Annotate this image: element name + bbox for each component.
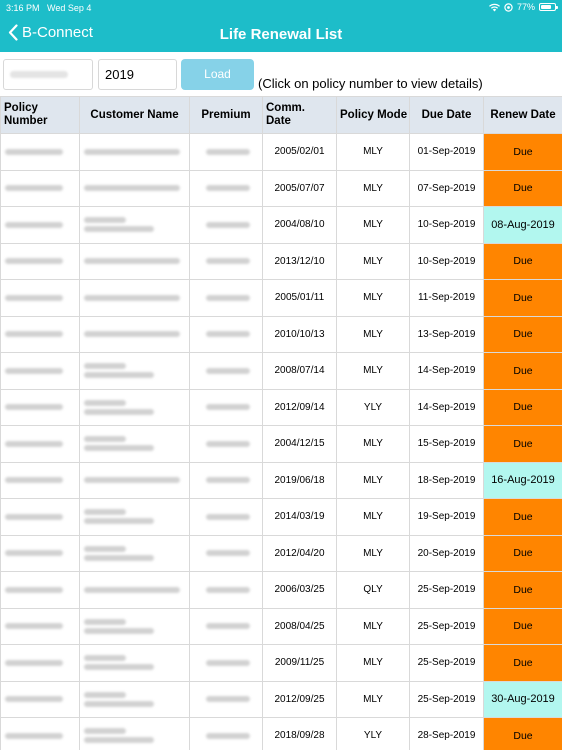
comm-date-cell: 2004/08/10 [263,207,337,244]
redacted-text [5,514,63,520]
due-date-cell: 25-Sep-2019 [410,608,484,645]
table-row [1,316,562,353]
redacted-text [206,660,250,666]
renew-date-cell: Due [484,718,562,750]
redacted-text [84,655,126,661]
policy-mode-cell: MLY [337,499,410,536]
customer-name-cell [80,499,190,536]
renew-date-cell: Due [484,645,562,682]
renew-date-cell: Due [484,243,562,280]
redacted-text [84,737,154,743]
policy-mode-cell: YLY [337,389,410,426]
redacted-text [84,692,126,698]
premium-cell [190,170,263,207]
due-date-cell: 11-Sep-2019 [410,280,484,317]
renew-date-cell: Due [484,572,562,609]
table-row [1,134,562,171]
redacted-text [84,587,180,593]
redacted-text [206,550,250,556]
redacted-text [84,185,180,191]
customer-name-cell [80,572,190,609]
policy-number-cell[interactable] [1,207,80,244]
table-row [1,280,562,317]
wifi-icon [489,3,500,12]
redacted-text [206,514,250,520]
customer-name-cell [80,243,190,280]
renew-date-cell: Due [484,134,562,171]
policy-number-cell[interactable] [1,316,80,353]
table-row [1,389,562,426]
premium-cell [190,681,263,718]
renew-date-cell: Due [484,280,562,317]
battery-percent: 77% [516,2,535,12]
redacted-text [5,295,63,301]
customer-name-cell [80,535,190,572]
redacted-text [84,409,154,415]
due-date-cell: 18-Sep-2019 [410,462,484,499]
redacted-text [206,441,250,447]
redacted-text [84,728,126,734]
redacted-text [206,222,250,228]
redacted-text [5,660,63,666]
premium-cell [190,608,263,645]
policy-number-cell[interactable] [1,462,80,499]
table-row [1,718,562,750]
comm-date-cell: 2018/09/28 [263,718,337,750]
comm-date-cell: 2008/04/25 [263,608,337,645]
col-header-comm-date: Comm. Date [263,97,337,134]
redacted-text [206,587,250,593]
renew-date-cell: 08-Aug-2019 [484,207,562,244]
policy-number-cell[interactable] [1,718,80,750]
redacted-text [5,477,63,483]
customer-name-cell [80,316,190,353]
renew-date-cell: Due [484,426,562,463]
premium-cell [190,499,263,536]
renew-date-cell: Due [484,389,562,426]
instruction-hint: (Click on policy number to view details) [258,76,483,91]
customer-name-cell [80,681,190,718]
policy-number-cell[interactable] [1,681,80,718]
redacted-text [5,404,63,410]
due-date-cell: 01-Sep-2019 [410,134,484,171]
redacted-text [84,664,154,670]
due-date-cell: 10-Sep-2019 [410,207,484,244]
comm-date-cell: 2005/07/07 [263,170,337,207]
policy-number-cell[interactable] [1,170,80,207]
policy-mode-cell: MLY [337,426,410,463]
filter-bar [0,52,562,96]
premium-cell [190,134,263,171]
table-row [1,681,562,718]
redacted-text [5,331,63,337]
table-row [1,535,562,572]
redacted-text [84,477,180,483]
redacted-text [206,185,250,191]
comm-date-cell: 2013/12/10 [263,243,337,280]
policy-number-cell[interactable] [1,608,80,645]
comm-date-cell: 2014/03/19 [263,499,337,536]
policy-number-cell[interactable] [1,134,80,171]
renew-date-cell: 16-Aug-2019 [484,462,562,499]
policy-mode-cell: MLY [337,462,410,499]
redacted-text [206,258,250,264]
redacted-text [84,295,180,301]
col-header-renew-date: Renew Date [484,97,562,134]
table-row [1,462,562,499]
customer-name-cell [80,426,190,463]
premium-cell [190,280,263,317]
redacted-text [84,546,126,552]
policy-mode-cell: MLY [337,280,410,317]
customer-name-cell [80,608,190,645]
policy-mode-cell: MLY [337,207,410,244]
due-date-cell: 10-Sep-2019 [410,243,484,280]
redacted-text [84,400,126,406]
customer-name-cell [80,207,190,244]
redacted-text [84,331,180,337]
redacted-text [84,518,154,524]
due-date-cell: 07-Sep-2019 [410,170,484,207]
col-header-policy-mode: Policy Mode [337,97,410,134]
status-time: 3:16 PM [6,3,40,13]
redacted-text [206,295,250,301]
comm-date-cell: 2005/02/01 [263,134,337,171]
renew-date-cell: Due [484,535,562,572]
col-header-policy-number: Policy Number [1,97,80,134]
customer-name-cell [80,462,190,499]
table-row [1,499,562,536]
table-row [1,426,562,463]
redacted-text [206,149,250,155]
policy-mode-cell: MLY [337,243,410,280]
comm-date-cell: 2006/03/25 [263,572,337,609]
comm-date-cell: 2019/06/18 [263,462,337,499]
branch-field[interactable] [3,59,93,90]
comm-date-cell: 2012/09/25 [263,681,337,718]
due-date-cell: 14-Sep-2019 [410,389,484,426]
nav-bar [0,16,562,52]
policy-mode-cell: MLY [337,316,410,353]
policy-number-cell[interactable] [1,280,80,317]
customer-name-cell [80,134,190,171]
table-row [1,645,562,682]
customer-name-cell [80,389,190,426]
page-title: Life Renewal List [219,26,343,43]
redacted-text [5,550,63,556]
policy-mode-cell: MLY [337,535,410,572]
policy-number-cell[interactable] [1,389,80,426]
due-date-cell: 25-Sep-2019 [410,645,484,682]
table-row [1,170,562,207]
location-icon [504,3,513,12]
policy-number-cell[interactable] [1,353,80,390]
redacted-text [84,509,126,515]
redacted-text [5,733,63,739]
renew-date-cell: Due [484,316,562,353]
col-header-premium: Premium [190,97,263,134]
redacted-branch-value [10,71,68,78]
comm-date-cell: 2012/09/14 [263,389,337,426]
renew-date-cell: Due [484,499,562,536]
redacted-text [206,404,250,410]
policy-number-cell[interactable] [1,426,80,463]
policy-mode-cell: MLY [337,170,410,207]
table-row [1,243,562,280]
comm-date-cell: 2009/11/25 [263,645,337,682]
comm-date-cell: 2010/10/13 [263,316,337,353]
customer-name-cell [80,645,190,682]
policy-mode-cell: MLY [337,645,410,682]
premium-cell [190,243,263,280]
redacted-text [5,368,63,374]
redacted-text [206,477,250,483]
premium-cell [190,572,263,609]
premium-cell [190,389,263,426]
redacted-text [84,445,154,451]
col-header-due-date: Due Date [410,97,484,134]
redacted-text [206,696,250,702]
premium-cell [190,353,263,390]
policy-mode-cell: MLY [337,681,410,718]
redacted-text [84,217,126,223]
redacted-text [84,619,126,625]
table-row [1,207,562,244]
redacted-text [5,222,63,228]
year-field[interactable]: 2019 [98,59,177,90]
redacted-text [84,701,154,707]
premium-cell [190,645,263,682]
policy-mode-cell: MLY [337,353,410,390]
renew-date-cell: Due [484,353,562,390]
customer-name-cell [80,353,190,390]
renew-date-cell: Due [484,608,562,645]
policy-number-cell[interactable] [1,645,80,682]
due-date-cell: 14-Sep-2019 [410,353,484,390]
customer-name-cell [80,280,190,317]
premium-cell [190,535,263,572]
customer-name-cell [80,170,190,207]
redacted-text [5,258,63,264]
due-date-cell: 25-Sep-2019 [410,681,484,718]
load-button[interactable]: Load [181,59,254,90]
comm-date-cell: 2004/12/15 [263,426,337,463]
policy-mode-cell: QLY [337,572,410,609]
comm-date-cell: 2005/01/11 [263,280,337,317]
policy-number-cell[interactable] [1,243,80,280]
renewal-table [0,96,562,750]
redacted-text [84,372,154,378]
redacted-text [206,331,250,337]
due-date-cell: 13-Sep-2019 [410,316,484,353]
redacted-text [5,441,63,447]
redacted-text [5,696,63,702]
premium-cell [190,316,263,353]
redacted-text [206,368,250,374]
redacted-text [84,555,154,561]
comm-date-cell: 2008/07/14 [263,353,337,390]
due-date-cell: 15-Sep-2019 [410,426,484,463]
due-date-cell: 19-Sep-2019 [410,499,484,536]
redacted-text [84,226,154,232]
due-date-cell: 20-Sep-2019 [410,535,484,572]
redacted-text [84,628,154,634]
battery-icon [539,3,556,11]
back-label: B-Connect [22,24,93,41]
redacted-text [84,436,126,442]
customer-name-cell [80,718,190,750]
redacted-text [5,623,63,629]
premium-cell [190,462,263,499]
premium-cell [190,426,263,463]
policy-number-cell[interactable] [1,499,80,536]
premium-cell [190,207,263,244]
premium-cell [190,718,263,750]
redacted-text [206,733,250,739]
renew-date-cell: 30-Aug-2019 [484,681,562,718]
status-bar [0,0,562,16]
redacted-text [84,363,126,369]
due-date-cell: 25-Sep-2019 [410,572,484,609]
table-row [1,608,562,645]
redacted-text [5,149,63,155]
col-header-customer-name: Customer Name [80,97,190,134]
redacted-text [84,149,180,155]
redacted-text [84,258,180,264]
redacted-text [206,623,250,629]
policy-mode-cell: YLY [337,718,410,750]
redacted-text [5,185,63,191]
policy-number-cell[interactable] [1,535,80,572]
renew-date-cell: Due [484,170,562,207]
table-header-row [1,97,562,134]
status-date: Wed Sep 4 [47,3,92,13]
redacted-text [5,587,63,593]
policy-number-cell[interactable] [1,572,80,609]
due-date-cell: 28-Sep-2019 [410,718,484,750]
comm-date-cell: 2012/04/20 [263,535,337,572]
table-row [1,353,562,390]
policy-mode-cell: MLY [337,608,410,645]
policy-mode-cell: MLY [337,134,410,171]
table-row [1,572,562,609]
